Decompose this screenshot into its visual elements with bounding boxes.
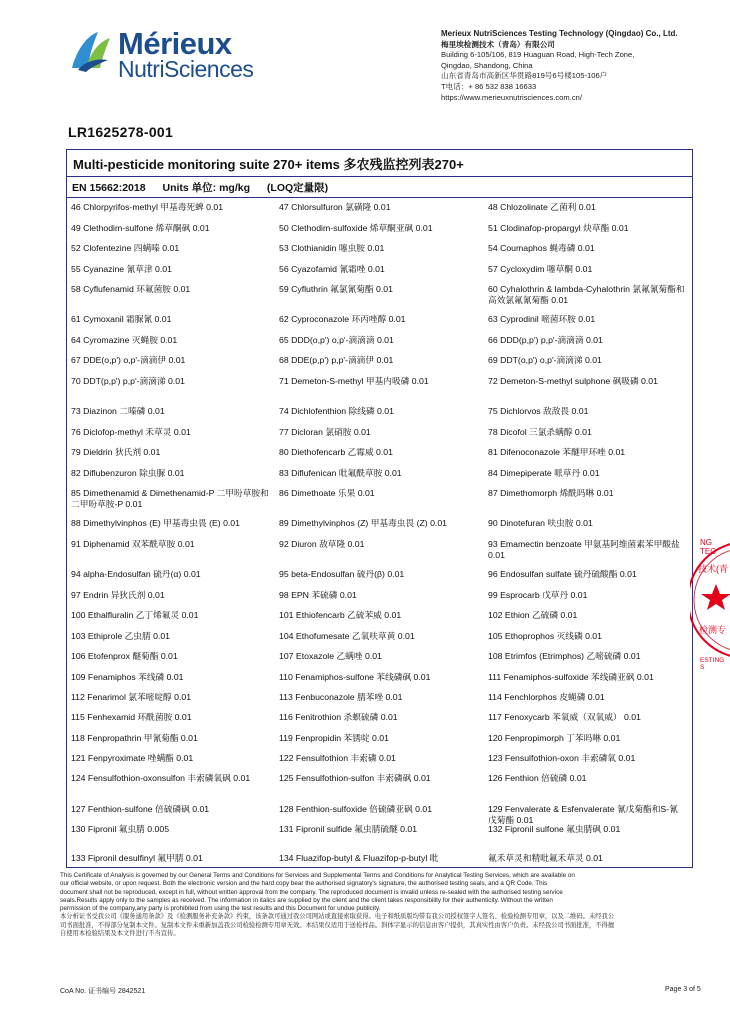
table-cell: 69 DDT(o,p') o,p'-滴滴涕 0.01 bbox=[488, 355, 602, 365]
table-title: Multi-pesticide monitoring suite 270+ items 多农残监控列表270+ bbox=[67, 150, 692, 177]
table-cell: 87 Dimethomorph 烯酰吗啉 0.01 bbox=[488, 488, 614, 498]
table-cell: 47 Chlorsulfuron 氯磺隆 0.01 bbox=[279, 202, 391, 212]
table-cell: 75 Dichlorvos 敌敌畏 0.01 bbox=[488, 406, 589, 416]
address-line1: Building 6-105/106, 819 Huaguan Road, High-Tech Zone, bbox=[441, 50, 635, 60]
table-cell: 56 Cyazofamid 氰霜唑 0.01 bbox=[279, 264, 385, 274]
table-cell: 117 Fenoxycarb 苯氧威（双氧威） 0.01 bbox=[488, 712, 641, 722]
table-cell: 122 Fensulfothion 丰索磷 0.01 bbox=[279, 753, 396, 763]
table-cell: 107 Etoxazole 乙螨唑 0.01 bbox=[279, 651, 382, 661]
table-cell: 101 Ethiofencarb 乙硫苯威 0.01 bbox=[279, 610, 402, 620]
table-cell: 68 DDE(p,p') p,p'-滴滴伊 0.01 bbox=[279, 355, 394, 365]
legal-line: permission of the company,any party is prohibited from using the test results and this Document for undue publicity. bbox=[60, 905, 381, 913]
table-cell: 84 Dimepiperate 哌草丹 0.01 bbox=[488, 468, 600, 478]
table-cell: 83 Diflufenican 吡氟酰草胺 0.01 bbox=[279, 468, 402, 478]
table-cell: 55 Cyanazine 氰草津 0.01 bbox=[71, 264, 172, 274]
stamp-text-2: 技术(青 bbox=[698, 564, 728, 574]
table-cell: 125 Fensulfothion-sulfon 丰索磷砜 0.01 bbox=[279, 773, 431, 783]
table-cell: 46 Chlorpyrifos-methyl 甲基毒死蜱 0.01 bbox=[71, 202, 224, 212]
table-cell: 118 Fenpropathrin 甲氰菊酯 0.01 bbox=[71, 733, 198, 743]
units: Units 单位: mg/kg bbox=[162, 182, 250, 194]
table-cell: 90 Dinotefuran 呋虫胺 0.01 bbox=[488, 518, 593, 528]
legal-line: 司书面批准，不得部分复制本文件。复制本文件未重新加盖我公司检验检测专用章无效。本结果仅适用于送检样品。斜体字显示的信息由客户提供，其真实性由客户负责。未经我公司书面批准，不得擅 bbox=[60, 921, 615, 929]
company-name: Merieux NutriSciences Testing Technology (Qingdao) Co., Ltd. bbox=[441, 29, 678, 38]
table-cell: 50 Clethodim-sulfoxide 烯草酮亚砜 0.01 bbox=[279, 223, 433, 233]
brand-line1: Mérieux bbox=[118, 26, 232, 61]
stamp-text-1: NG TEC bbox=[700, 538, 716, 556]
table-cell: 130 Fipronil 氟虫腈 0.005 bbox=[71, 824, 170, 834]
address-line2: Qingdao, Shandong, China bbox=[441, 60, 533, 70]
table-cell: 119 Fenpropidin 苯锈啶 0.01 bbox=[279, 733, 389, 743]
table-cell: 80 Diethofencarb 乙霉威 0.01 bbox=[279, 447, 393, 457]
legal-line: seals.Results apply only to the samples as received. The information in italics are supplied by the client and the client takes responsibility for their authenticity. Without the written bbox=[60, 896, 553, 904]
coa-number: CoA No. 证书编号 2842521 bbox=[60, 988, 146, 995]
table-cell: 126 Fenthion 倍硫磷 0.01 bbox=[488, 773, 587, 783]
table-cell: 52 Clofentezine 四螨嗪 0.01 bbox=[71, 243, 180, 253]
table-cell: 64 Cyromazine 灭蝇胺 0.01 bbox=[71, 335, 178, 345]
table-cell: 60 Cyhalothrin & lambda-Cyhalothrin 氯氟氰菊酯和高效氯氟氰菊酯 0.01 bbox=[488, 284, 685, 305]
table-cell: 105 Ethoprophos 灭线磷 0.01 bbox=[488, 631, 602, 641]
table-cell: 131 Fipronil sulfide 氟虫腈硫醚 0.01 bbox=[279, 824, 418, 834]
table-cell: 114 Fenchlorphos 皮蝇磷 0.01 bbox=[488, 692, 605, 702]
table-cell: 76 Diclofop-methyl 禾草灵 0.01 bbox=[71, 427, 191, 437]
merieux-logo-icon bbox=[68, 28, 114, 74]
company-info bbox=[441, 29, 726, 103]
table-cell: 111 Fenamiphos-sulfoxide 苯线磷亚砜 0.01 bbox=[488, 672, 654, 682]
table-cell: 106 Etofenprox 醚菊酯 0.01 bbox=[71, 651, 178, 661]
table-cell: 72 Demeton-S-methyl sulphone 砜吸磷 0.01 bbox=[488, 376, 658, 386]
results-table bbox=[66, 149, 693, 868]
table-cell: 67 DDE(o,p') o,p'-滴滴伊 0.01 bbox=[71, 355, 186, 365]
report-number: LR1625278-001 bbox=[68, 124, 174, 140]
method: EN 15662:2018 bbox=[72, 182, 146, 194]
table-cell: 66 DDD(p,p') p,p'-滴滴滴 0.01 bbox=[488, 335, 603, 345]
table-cell: 78 Dicofol 三氯杀螨醇 0.01 bbox=[488, 427, 592, 437]
table-cell: 116 Fenitrothion 杀螟硫磷 0.01 bbox=[279, 712, 398, 722]
table-cell: 123 Fensulfothion-oxon 丰索磷氧 0.01 bbox=[488, 753, 636, 763]
company-name-cn: 梅里埃检测技术（青岛）有限公司 bbox=[441, 39, 555, 49]
table-cell: 86 Dimethoate 乐果 0.01 bbox=[279, 488, 375, 498]
table-cell: 98 EPN 苯硫磷 0.01 bbox=[279, 590, 357, 600]
table-cell: 104 Ethofumesate 乙氧呋草黄 0.01 bbox=[279, 631, 415, 641]
table-cell: 58 Cyflufenamid 环氟菌胺 0.01 bbox=[71, 284, 191, 294]
table-cell: 89 Dimethylvinphos (Z) 甲基毒虫畏 (Z) 0.01 bbox=[279, 518, 447, 528]
table-cell: 112 Fenarimol 氯苯嘧啶醇 0.01 bbox=[71, 692, 192, 702]
table-cell: 63 Cyprodinil 嘧菌环胺 0.01 bbox=[488, 314, 596, 324]
table-cell: 108 Etrimfos (Etrimphos) 乙嘧硫磷 0.01 bbox=[488, 651, 641, 661]
table-cell: 81 Difenoconazole 苯醚甲环唑 0.01 bbox=[488, 447, 626, 457]
table-cell: 82 Diflubenzuron 除虫脲 0.01 bbox=[71, 468, 185, 478]
loq: (LOQ定量限) bbox=[266, 182, 329, 194]
table-cell: 97 Endrin 异狄氏剂 0.01 bbox=[71, 590, 165, 600]
table-cell: 62 Cyproconazole 环丙唑醇 0.01 bbox=[279, 314, 406, 324]
table-cell: 109 Fenamiphos 苯线磷 0.01 bbox=[71, 672, 184, 682]
legal-line: our official website, or upon request. Both the electronic version and the hard copy bear the authorised signatory's signature, the authorised testing seals, and a QR Code. This bbox=[60, 880, 548, 888]
table-cell: 127 Fenthion-sulfone 倍硫磷砜 0.01 bbox=[71, 804, 210, 814]
stamp-text-3: 检测专 bbox=[699, 625, 727, 635]
legal-line: 自使用本检验结果及本文件进行不当宣传。 bbox=[60, 930, 180, 938]
table-subheader bbox=[67, 177, 692, 198]
company-logo bbox=[68, 26, 268, 88]
table-cell: 93 Emamectin benzoate 甲氨基阿维菌素苯甲酸盐 0.01 bbox=[488, 539, 680, 560]
table-cell: 94 alpha-Endosulfan 硫丹(α) 0.01 bbox=[71, 569, 201, 579]
table-cell: 110 Fenamiphos-sulfone 苯线磷砜 0.01 bbox=[279, 672, 431, 682]
table-cell: 51 Clodinafop-propargyl 炔草酯 0.01 bbox=[488, 223, 629, 233]
table-cell: 70 DDT(p,p') p,p'-滴滴涕 0.01 bbox=[71, 376, 185, 386]
table-cell: 102 Ethion 乙硫磷 0.01 bbox=[488, 610, 578, 620]
legal-disclaimer bbox=[60, 872, 700, 938]
table-cell: 113 Fenbuconazole 腈苯唑 0.01 bbox=[279, 692, 403, 702]
table-cell: 54 Coumaphos 蝇毒磷 0.01 bbox=[488, 243, 595, 253]
table-cell: 74 Dichlofenthion 除线磷 0.01 bbox=[279, 406, 394, 416]
table-cell: 129 Fenvalerate & Esfenvalerate 氰戊菊酯和S-氰戊菊酯 0.01 bbox=[488, 804, 678, 825]
table-cell: 121 Fenpyroximate 唑螨酯 0.01 bbox=[71, 753, 194, 763]
legal-line: This Certificate of Analysis is governed by our General Terms and Conditions for Services and Supplemental Terms and Conditions for Analytical Testing Services, which are available on bbox=[60, 872, 575, 879]
table-cell: 91 Diphenamid 双苯酰草胺 0.01 bbox=[71, 539, 195, 549]
page-number: Page 3 of 5 bbox=[665, 986, 701, 993]
table-cell: 48 Chlozolinate 乙菌利 0.01 bbox=[488, 202, 596, 212]
table-cell: 132 Fipronil sulfone 氟虫腈砜 0.01 bbox=[488, 824, 621, 834]
table-cell: 59 Cyfluthrin 氟氯氰菊酯 0.01 bbox=[279, 284, 393, 294]
table-cell: 120 Fenpropimorph 丁苯吗啉 0.01 bbox=[488, 733, 621, 743]
table-cell: 85 Dimethenamid & Dimethenamid-P 二甲吩草胺和二甲吩草胺-P 0.01 bbox=[71, 488, 269, 509]
table-cell: 57 Cycloxydim 噻草酮 0.01 bbox=[488, 264, 593, 274]
table-cell: 99 Esprocarb 戊草丹 0.01 bbox=[488, 590, 588, 600]
table-cell: 133 Fipronil desulfinyl 氟甲腈 0.01 bbox=[71, 853, 203, 863]
table-cell: 73 Diazinon 二嗪磷 0.01 bbox=[71, 406, 165, 416]
table-cell: 124 Fensulfothion-oxonsulfon 丰索磷氧砜 0.01 bbox=[71, 773, 251, 783]
table-cell: 氟禾草灵和精吡氟禾草灵 0.01 bbox=[488, 853, 603, 863]
table-cell: 96 Endosulfan sulfate 硫丹硫酸酯 0.01 bbox=[488, 569, 637, 579]
table-cell: 71 Demeton-S-methyl 甲基内吸磷 0.01 bbox=[279, 376, 429, 386]
table-cell: 95 beta-Endosulfan 硫丹(β) 0.01 bbox=[279, 569, 405, 579]
address-cn: 山东省青岛市高新区华贯路819号6号楼105-106户 bbox=[441, 71, 608, 81]
table-cell: 92 Diuron 敌草隆 0.01 bbox=[279, 539, 365, 549]
table-cell: 103 Ethiprole 乙虫腈 0.01 bbox=[71, 631, 170, 641]
phone: T电话：+ 86 532 838 16633 bbox=[441, 81, 537, 91]
table-cell: 100 Ethalfluralin 乙丁烯氟灵 0.01 bbox=[71, 610, 199, 620]
brand-line2: NutriSciences bbox=[118, 56, 254, 82]
website-link[interactable]: https://www.merieuxnutrisciences.com.cn/ bbox=[441, 92, 582, 102]
table-cell: 61 Cymoxanil 霜脲氰 0.01 bbox=[71, 314, 172, 324]
table-cell: 115 Fenhexamid 环酰菌胺 0.01 bbox=[71, 712, 192, 722]
table-cell: 65 DDD(o,p') o,p'-滴滴滴 0.01 bbox=[279, 335, 394, 345]
stamp-text-4: ESTING S bbox=[700, 657, 725, 671]
legal-line: 本分析证书受我公司《服务通用条款》及《检测服务补充条款》约束，该条款可通过我公司网站或直接索取获得。电子和纸质版均带有我公司授权签字人签名、检验检测专用章，以及二维码。未经我公 bbox=[60, 913, 615, 921]
table-cell: 79 Dieldrin 狄氏剂 0.01 bbox=[71, 447, 161, 457]
table-cell: 134 Fluazifop-butyl & Fluazifop-p-butyl 吡 bbox=[279, 853, 439, 863]
table-cell: 49 Clethodim-sulfone 烯草酮砜 0.01 bbox=[71, 223, 210, 233]
table-cell: 128 Fenthion-sulfoxide 倍硫磷亚砜 0.01 bbox=[279, 804, 433, 814]
table-cell: 53 Clothianidin 噻虫胺 0.01 bbox=[279, 243, 385, 253]
legal-line: document shall not be reproduced, except in full, without written approval from the company. The reproduced document is invalid unless re-sealed with the authorised testing service bbox=[60, 888, 563, 896]
table-cell: 88 Dimethylvinphos (E) 甲基毒虫畏 (E) 0.01 bbox=[71, 518, 240, 528]
table-cell: 77 Dicloran 氯硝胺 0.01 bbox=[279, 427, 371, 437]
